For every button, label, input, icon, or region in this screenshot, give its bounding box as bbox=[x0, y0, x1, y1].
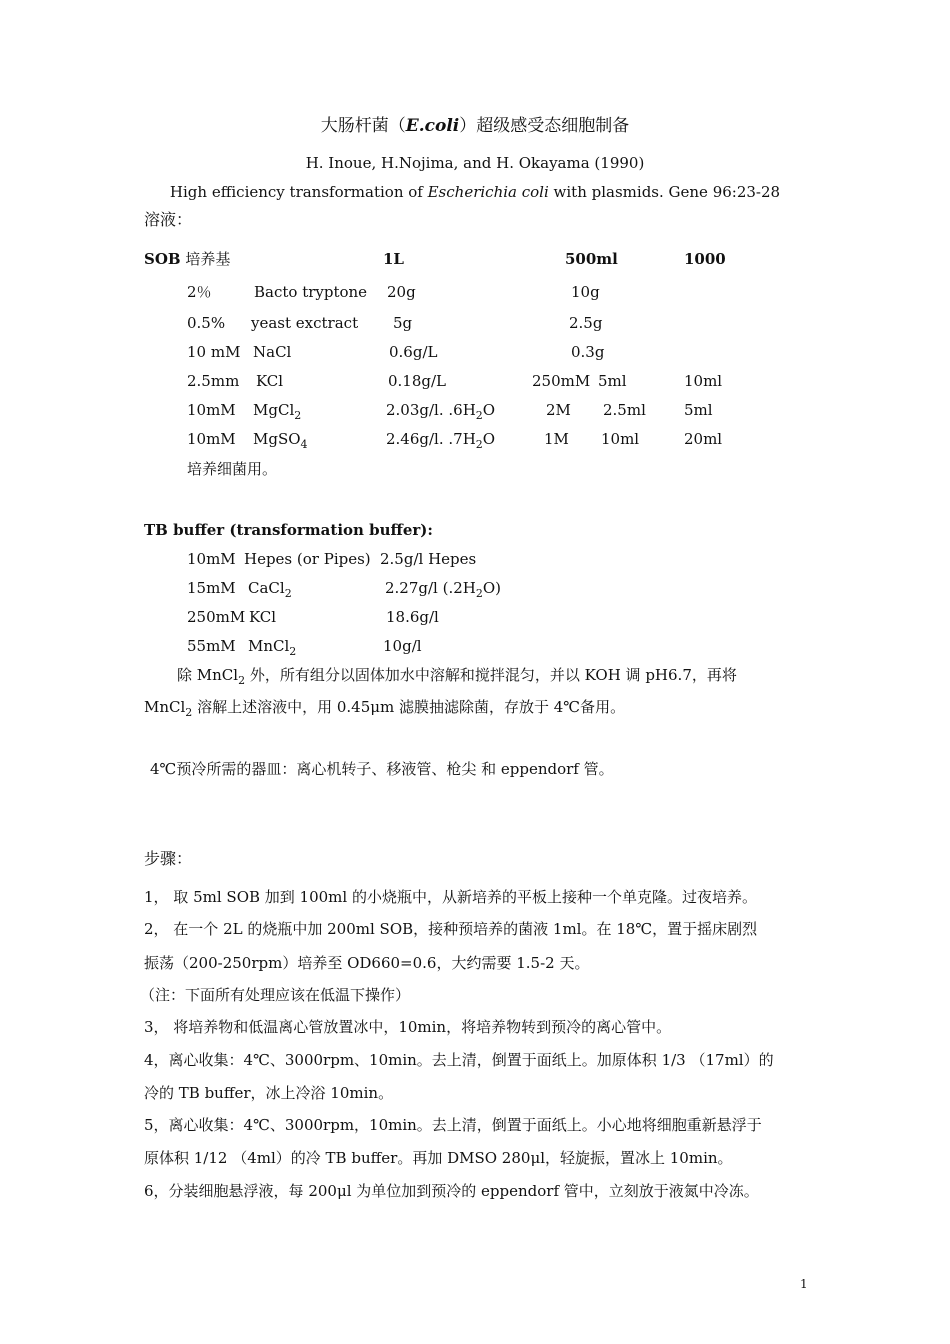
step-line: 1， 取 5ml SOB 加到 100ml 的小烧瓶中，从新培养的平板上接种一个单克隆。过夜培养。 bbox=[144, 888, 757, 906]
sob-row-500ml: 10g bbox=[571, 283, 600, 301]
step-line: 5，离心收集：4℃、3000rpm，10min。去上清，倒置于面纸上。小心地将细胞重新悬浮于 bbox=[144, 1116, 762, 1134]
amount: 2.03g/l. .6H bbox=[386, 401, 476, 419]
sob-name-cn: 培养基 bbox=[185, 250, 231, 268]
tb-paragraph-line-2 bbox=[144, 698, 625, 722]
authors: H. Inoue, H.Nojima, and H. Okayama (1990) bbox=[305, 154, 645, 172]
tb-row-amount: 18.6g/l bbox=[386, 608, 439, 626]
step-line: 振荡（200-250rpm）培养至 OD660=0.6，大约需要 1.5-2 天。 bbox=[144, 954, 590, 972]
sob-row-name: Bacto tryptone bbox=[254, 283, 368, 301]
sob-row-conc: 2.5mm bbox=[187, 372, 240, 390]
citation-post: with plasmids. Gene 96:23-28 bbox=[548, 183, 781, 201]
sob-row-500ml: 0.3g bbox=[571, 343, 605, 361]
sob-row-conc: 10mM bbox=[187, 430, 236, 448]
sob-row-conc: 2％ bbox=[187, 283, 212, 301]
sob-row-stock: 2M bbox=[546, 401, 571, 419]
steps-heading: 步骤： bbox=[144, 849, 193, 868]
formula: MgCl bbox=[253, 401, 295, 419]
formula: MgSO bbox=[253, 430, 301, 448]
para-subscript: 2 bbox=[238, 674, 246, 687]
step-line: （注：下面所有处理应该在低温下操作） bbox=[140, 986, 411, 1004]
formula: MnCl bbox=[248, 637, 290, 655]
para-text: 溶解上述溶液中，用 0.45μm 滤膜抽滤除菌，存放于 4℃备用。 bbox=[192, 698, 626, 716]
para-subscript: 2 bbox=[185, 706, 193, 719]
step-line: 3， 将培养物和低温离心管放置冰中，10min，将培养物转到预冷的离心管中。 bbox=[144, 1018, 672, 1036]
amount-subscript: 2 bbox=[475, 409, 483, 422]
amount-post: O bbox=[482, 430, 496, 448]
tb-row-amount bbox=[385, 579, 501, 603]
sob-row-1000: 5ml bbox=[684, 401, 713, 419]
step-line: 原体积 1/12 （4ml）的冷 TB buffer。再加 DMSO 280μl，轻旋振，置冰上 10min。 bbox=[144, 1149, 733, 1167]
sob-col-1l: 1L bbox=[383, 250, 404, 268]
precool-note: 4℃预冷所需的器皿：离心机转子、移液管、枪尖 和 eppendorf 管。 bbox=[150, 760, 614, 778]
tb-row-conc: 15mM bbox=[187, 579, 236, 597]
formula: CaCl bbox=[248, 579, 285, 597]
solutions-heading: 溶液： bbox=[144, 210, 193, 229]
tb-row-conc: 55mM bbox=[187, 637, 236, 655]
sob-row-500ml: 5ml bbox=[598, 372, 627, 390]
sob-row-name bbox=[253, 430, 308, 454]
sob-row-conc: 0.5% bbox=[187, 314, 226, 332]
formula-subscript: 2 bbox=[284, 587, 292, 600]
sob-row-500ml: 2.5ml bbox=[603, 401, 646, 419]
sob-row-1l bbox=[386, 430, 495, 454]
sob-col-1000: 1000 bbox=[684, 250, 726, 268]
sob-row-1l bbox=[386, 401, 495, 425]
para-text: 除 MnCl bbox=[177, 666, 239, 684]
sob-col-500ml: 500ml bbox=[565, 250, 618, 268]
sob-row-conc: 10mM bbox=[187, 401, 236, 419]
amount-subscript: 2 bbox=[475, 587, 483, 600]
formula-subscript: 2 bbox=[294, 409, 302, 422]
sob-row-1l: 5g bbox=[393, 314, 413, 332]
para-text: MnCl bbox=[144, 698, 186, 716]
document-title bbox=[0, 117, 950, 135]
citation-species: Escherichia coli bbox=[427, 183, 549, 201]
amount-subscript: 2 bbox=[475, 438, 483, 451]
tb-row-conc: 10mM bbox=[187, 550, 236, 568]
sob-row-conc: 10 mM bbox=[187, 343, 241, 361]
sob-row-1l: 0.6g/L bbox=[389, 343, 438, 361]
tb-row-conc: 250mM bbox=[187, 608, 246, 626]
formula-subscript: 2 bbox=[289, 645, 297, 658]
tb-heading: TB buffer (transformation buffer): bbox=[144, 521, 433, 539]
tb-row-name bbox=[248, 637, 296, 661]
sob-row-name: yeast exctract bbox=[251, 314, 359, 332]
tb-row-name: Hepes (or Pipes) bbox=[244, 550, 371, 568]
sob-row-name bbox=[253, 401, 301, 425]
sob-heading bbox=[144, 250, 230, 268]
sob-row-stock: 1M bbox=[544, 430, 569, 448]
sob-row-stock: 250mM bbox=[532, 372, 591, 390]
sob-row-1l: 0.18g/L bbox=[388, 372, 447, 390]
tb-row-name bbox=[248, 579, 292, 603]
citation bbox=[0, 183, 950, 201]
title-pre: 大肠杆菌（ bbox=[320, 116, 406, 136]
para-text: 外，所有组分以固体加水中溶解和搅拌混匀，并以 KOH 调 pH6.7，再将 bbox=[245, 666, 737, 684]
step-line: 冷的 TB buffer，冰上冷浴 10min。 bbox=[144, 1084, 394, 1102]
step-line: 2， 在一个 2L 的烧瓶中加 200ml SOB，接种预培养的菌液 1ml。在 18℃，置于摇床剧烈 bbox=[144, 920, 758, 938]
sob-row-name: KCl bbox=[256, 372, 284, 390]
sob-row-1000: 10ml bbox=[684, 372, 723, 390]
tb-paragraph-line-1 bbox=[177, 666, 737, 690]
amount: 2.27g/l (.2H bbox=[385, 579, 476, 597]
formula-subscript: 4 bbox=[300, 438, 308, 451]
tb-row-name: KCl bbox=[249, 608, 277, 626]
title-post: ）超级感受态细胞制备 bbox=[459, 116, 630, 136]
citation-pre: High efficiency transformation of bbox=[169, 183, 428, 201]
sob-note: 培养细菌用。 bbox=[187, 460, 278, 478]
amount-post: O) bbox=[482, 579, 502, 597]
tb-row-amount: 10g/l bbox=[383, 637, 422, 655]
sob-row-name: NaCl bbox=[253, 343, 292, 361]
page-number: 1 bbox=[800, 1277, 808, 1291]
amount: 2.46g/l. .7H bbox=[386, 430, 476, 448]
title-organism: E.coli bbox=[405, 116, 460, 136]
sob-row-1000: 20ml bbox=[684, 430, 723, 448]
step-line: 4，离心收集：4℃、3000rpm、10min。去上清，倒置于面纸上。加原体积 1/3 （17ml）的 bbox=[144, 1051, 774, 1069]
sob-name: SOB bbox=[144, 250, 181, 268]
tb-row-amount: 2.5g/l Hepes bbox=[380, 550, 477, 568]
sob-row-500ml: 10ml bbox=[601, 430, 640, 448]
sob-row-1l: 20g bbox=[387, 283, 416, 301]
step-line: 6，分装细胞悬浮液，每 200μl 为单位加到预冷的 eppendorf 管中，立刻放于液氮中冷冻。 bbox=[144, 1182, 759, 1200]
sob-row-500ml: 2.5g bbox=[569, 314, 603, 332]
amount-post: O bbox=[482, 401, 496, 419]
